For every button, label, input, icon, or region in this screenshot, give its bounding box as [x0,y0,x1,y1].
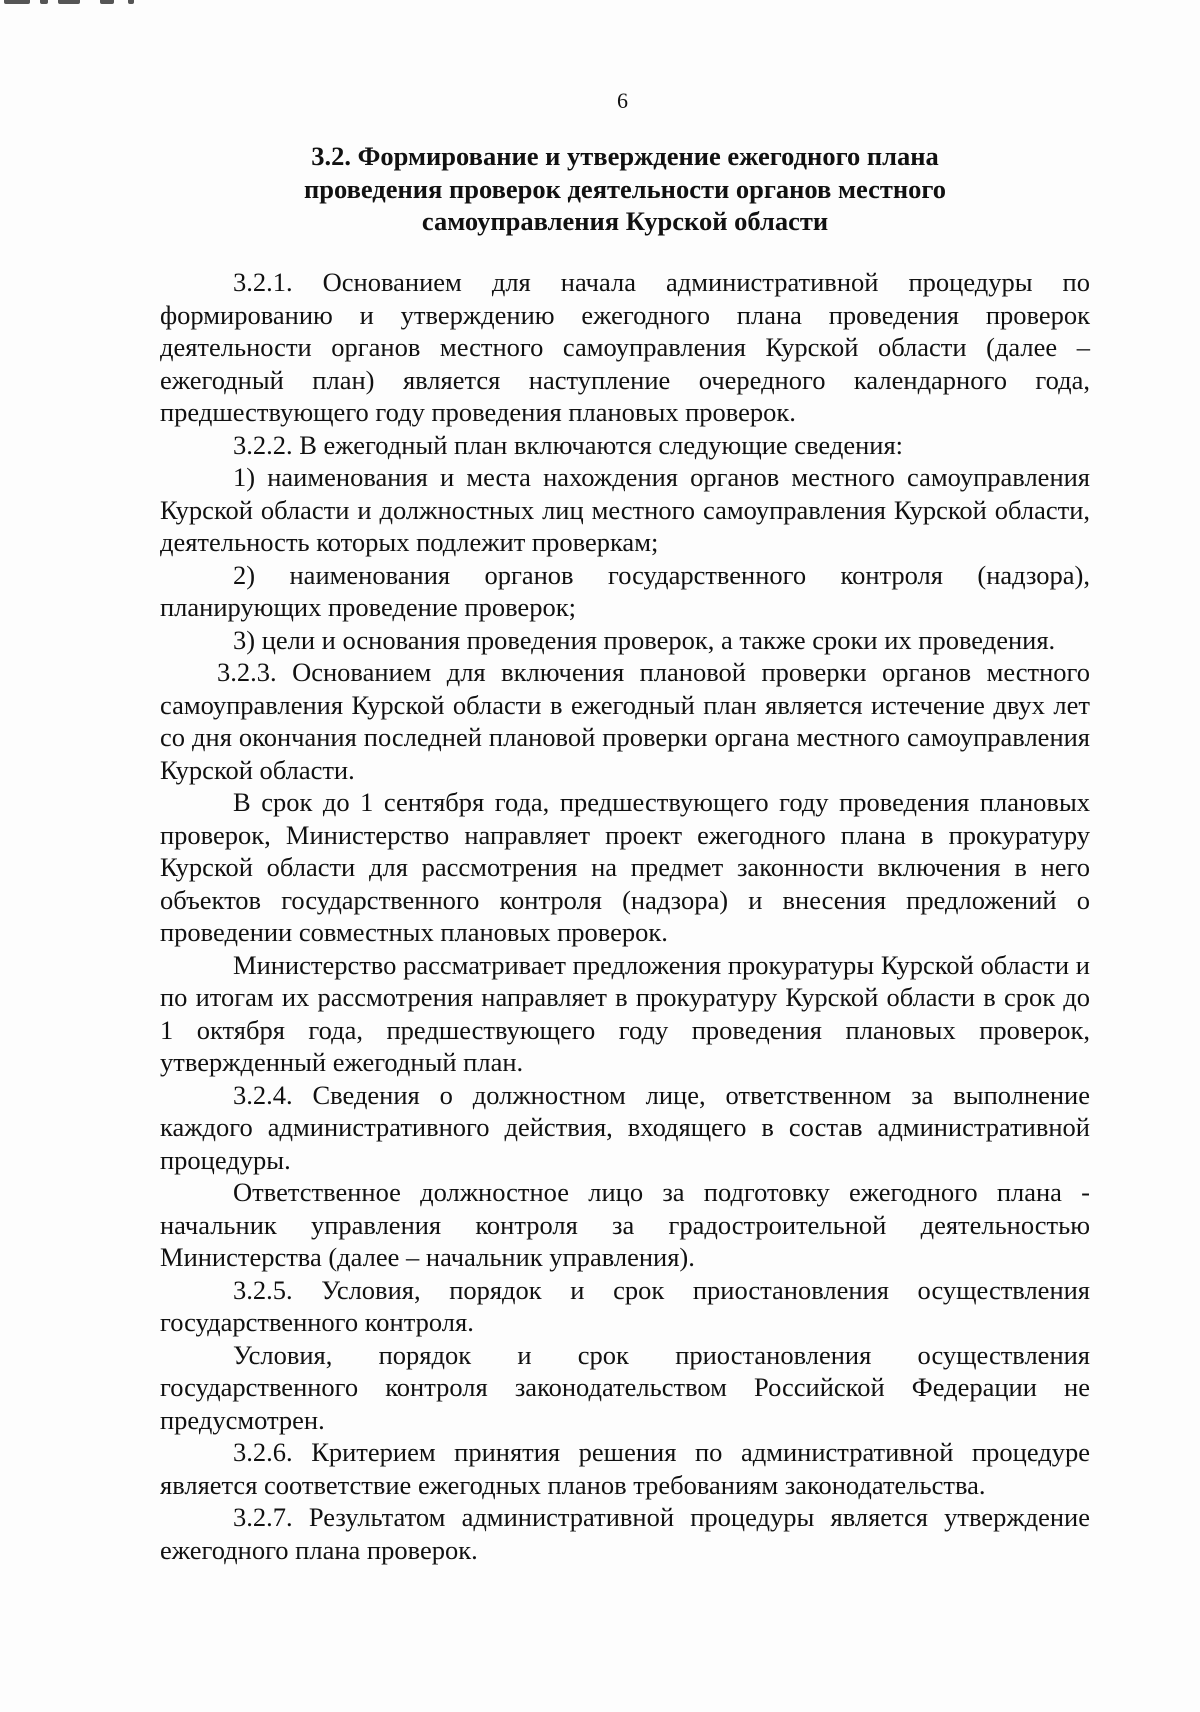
scan-edge-mark [0,0,160,10]
paragraph-september-deadline: В срок до 1 сентября года, предшествующего году проведения плановых проверок, Министерство направляет проект ежегодного плана в прокуратуру Курской области для рассмотрения на предмет законности включения в него объектов государственного контроля (надзора) и внесения предложений о проведении совместных плановых проверок. [160,787,1090,947]
paragraph-3-2-2: 3.2.2. В ежегодный план включаются следующие сведения: [233,429,903,460]
section-heading [160,140,1090,238]
paragraph-3-2-6: 3.2.6. Критерием принятия решения по административной процедуре является соответствие ежегодных планов требованиям законодательства. [160,1437,1090,1500]
heading-line-3: самоуправления Курской области [421,206,829,236]
list-item-3: 3) цели и основания проведения проверок, а также сроки их проведения. [233,624,1056,655]
list-item-2: 2) наименования органов государственного контроля (надзора), планирующих проведение проверок; [160,559,1090,622]
heading-line-1: 3.2. Формирование и утверждение ежегодного плана [311,141,939,171]
paragraph-suspension-conditions: Условия, порядок и срок приостановления осуществления государственного контроля законодательством Российской Федерации не предусмотрен. [160,1339,1090,1435]
paragraph-3-2-3: 3.2.3. Основанием для включения плановой проверки органов местного самоуправления Курской области в ежегодный план является истечение двух лет со дня окончания последней плановой проверки органа местного самоуправления Курской области. [160,657,1090,785]
heading-line-2: проведения проверок деятельности органов местного [303,173,947,204]
page-number: 6 [617,88,628,113]
paragraph-3-2-7: 3.2.7. Результатом административной процедуры является утверждение ежегодного плана проверок. [160,1502,1090,1565]
list-item-1: 1) наименования и места нахождения органов местного самоуправления Курской области и должностных лиц местного самоуправления Курской области, деятельность которых подлежит проверкам; [160,462,1090,557]
paragraph-3-2-1: 3.2.1. Основанием для начала административной процедуры по формированию и утверждению ежегодного плана проведения проверок деятельности органов местного самоуправления Курской области (далее – ежегодный план) является наступление очередного календарного года, предшествующего году проведения плановых проверок. [160,267,1090,427]
paragraph-october-deadline: Министерство рассматривает предложения прокуратуры Курской области и по итогам их рассмотрения направляет в прокуратуру Курской области в срок до 1 октября года, предшествующего году проведения плановых проверок, утвержденный ежегодный план. [160,949,1090,1077]
paragraph-3-2-4: 3.2.4. Сведения о должностном лице, ответственном за выполнение каждого административного действия, входящего в состав административной процедуры. [160,1079,1090,1175]
document-body [160,266,1090,1566]
paragraph-3-2-5: 3.2.5. Условия, порядок и срок приостановления осуществления государственного контроля. [160,1274,1090,1337]
paragraph-responsible-official: Ответственное должностное лицо за подготовку ежегодного плана - начальник управления контроля за градостроительной деятельностью Министерства (далее – начальник управления). [160,1177,1090,1272]
